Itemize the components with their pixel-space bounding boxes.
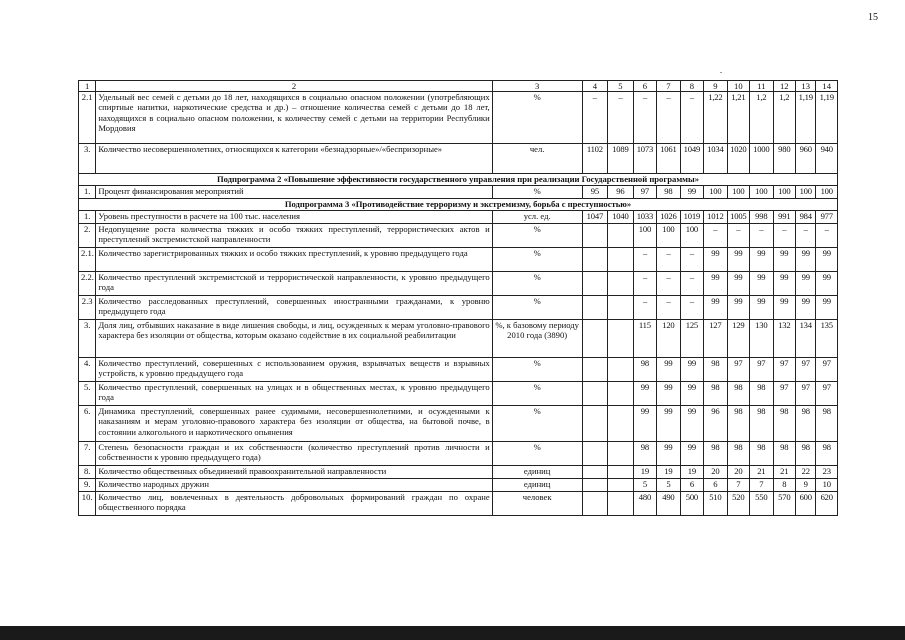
value-cell: 97 [750, 358, 773, 382]
value-cell: 99 [680, 382, 703, 406]
row-number: 1. [79, 211, 96, 224]
unit-cell: % [492, 224, 582, 248]
value-cell: 99 [704, 296, 727, 320]
value-cell: 99 [657, 382, 680, 406]
value-cell: 1073 [633, 144, 656, 174]
indicator-name: Динамика преступлений, совершенных ранее судимыми, несовершеннолетними, и осужденными к наказаниям и мерам уголовно-правового характера без изоляции от общества, на бытовой почве, в состоянии алкогольного и наркотического опьянения [96, 406, 492, 442]
header-cell: 4 [582, 81, 608, 92]
value-cell: 20 [727, 466, 749, 479]
value-cell: 135 [816, 320, 838, 358]
value-cell: 98 [633, 442, 656, 466]
value-cell: 1020 [727, 144, 749, 174]
unit-cell: % [492, 186, 582, 199]
indicator-name: Количество общественных объединений правоохранительной направленности [96, 466, 492, 479]
table-row [79, 272, 838, 296]
value-cell: 97 [773, 382, 795, 406]
value-cell: – [657, 272, 680, 296]
unit-cell: % [492, 272, 582, 296]
value-cell: – [704, 224, 727, 248]
value-cell [582, 479, 608, 492]
value-cell: – [608, 92, 634, 144]
value-cell: 95 [582, 186, 608, 199]
value-cell: 1061 [657, 144, 680, 174]
value-cell: 100 [633, 224, 656, 248]
value-cell: 490 [657, 492, 680, 516]
value-cell: 120 [657, 320, 680, 358]
value-cell: 570 [773, 492, 795, 516]
row-number: 3. [79, 320, 96, 358]
page-number: 15 [868, 12, 878, 23]
indicator-name: Количество несовершеннолетних, относящихся к категории «безнадзорные»/«беспризорные» [96, 144, 492, 174]
value-cell: – [633, 272, 656, 296]
value-cell [608, 358, 634, 382]
value-cell: 100 [680, 224, 703, 248]
value-cell: 1,21 [727, 92, 749, 144]
value-cell: 100 [773, 186, 795, 199]
indicator-name: Количество народных дружин [96, 479, 492, 492]
scan-speck [720, 72, 722, 73]
header-cell: 3 [492, 81, 582, 92]
value-cell: 99 [727, 272, 749, 296]
value-cell: – [680, 248, 703, 272]
value-cell: 10 [816, 479, 838, 492]
value-cell: 1,19 [816, 92, 838, 144]
value-cell: 1034 [704, 144, 727, 174]
value-cell [608, 382, 634, 406]
value-cell: 9 [796, 479, 816, 492]
table-row [79, 382, 838, 406]
table-row [79, 466, 838, 479]
value-cell [582, 224, 608, 248]
value-cell [608, 442, 634, 466]
value-cell: 980 [773, 144, 795, 174]
value-cell [582, 492, 608, 516]
header-cell: 9 [704, 81, 727, 92]
value-cell: 620 [816, 492, 838, 516]
value-cell: 99 [633, 406, 656, 442]
value-cell [608, 492, 634, 516]
value-cell: 500 [680, 492, 703, 516]
value-cell: 129 [727, 320, 749, 358]
unit-cell: % [492, 406, 582, 442]
unit-cell: %, к базовому периоду 2010 года (3890) [492, 320, 582, 358]
row-number: 2.1. [79, 248, 96, 272]
value-cell: 99 [657, 358, 680, 382]
value-cell: 99 [680, 406, 703, 442]
value-cell: 6 [680, 479, 703, 492]
value-cell: 100 [657, 224, 680, 248]
value-cell [608, 320, 634, 358]
subprogram-row [79, 199, 838, 211]
value-cell [582, 320, 608, 358]
row-number: 2.2. [79, 272, 96, 296]
value-cell: – [773, 224, 795, 248]
value-cell [608, 466, 634, 479]
unit-cell: % [492, 382, 582, 406]
value-cell: 98 [816, 406, 838, 442]
value-cell: 97 [816, 358, 838, 382]
value-cell: 99 [816, 296, 838, 320]
table-row [79, 144, 838, 174]
value-cell: 600 [796, 492, 816, 516]
value-cell: 99 [773, 248, 795, 272]
value-cell: – [680, 272, 703, 296]
unit-cell: чел. [492, 144, 582, 174]
value-cell: – [633, 92, 656, 144]
value-cell: 99 [657, 442, 680, 466]
value-cell: 7 [750, 479, 773, 492]
row-number: 10. [79, 492, 96, 516]
indicator-name: Доля лиц, отбывших наказание в виде лишения свободы, и лиц, осужденных к мерам уголовно-правового характера без изоляции от общества, которым оказано содействие в их социальной реабилитации [96, 320, 492, 358]
header-cell: 8 [680, 81, 703, 92]
value-cell: 984 [796, 211, 816, 224]
value-cell: 6 [704, 479, 727, 492]
header-cell: 2 [96, 81, 492, 92]
unit-cell: единиц [492, 466, 582, 479]
unit-cell: % [492, 296, 582, 320]
value-cell: 99 [796, 272, 816, 296]
value-cell: – [816, 224, 838, 248]
value-cell: 1,2 [773, 92, 795, 144]
row-number: 8. [79, 466, 96, 479]
table-row [79, 492, 838, 516]
value-cell: 1012 [704, 211, 727, 224]
table-row [79, 320, 838, 358]
value-cell: 98 [657, 186, 680, 199]
value-cell: 1,22 [704, 92, 727, 144]
unit-cell: % [492, 248, 582, 272]
value-cell [582, 358, 608, 382]
value-cell [582, 466, 608, 479]
value-cell: – [727, 224, 749, 248]
value-cell: 99 [750, 296, 773, 320]
row-number: 4. [79, 358, 96, 382]
value-cell [608, 224, 634, 248]
value-cell: 100 [704, 186, 727, 199]
header-cell: 1 [79, 81, 96, 92]
table-row [79, 406, 838, 442]
value-cell: 98 [750, 382, 773, 406]
value-cell: – [657, 248, 680, 272]
value-cell: 98 [796, 406, 816, 442]
table-row [79, 442, 838, 466]
indicator-name: Уровень преступности в расчете на 100 тыс. населения [96, 211, 492, 224]
header-cell: 14 [816, 81, 838, 92]
row-number: 9. [79, 479, 96, 492]
row-number: 1. [79, 186, 96, 199]
value-cell: 99 [727, 248, 749, 272]
row-number: 6. [79, 406, 96, 442]
value-cell: – [633, 248, 656, 272]
value-cell: 98 [633, 358, 656, 382]
value-cell: 98 [773, 442, 795, 466]
value-cell: 99 [816, 272, 838, 296]
value-cell: 1000 [750, 144, 773, 174]
value-cell: – [750, 224, 773, 248]
value-cell [582, 296, 608, 320]
value-cell [582, 382, 608, 406]
value-cell [608, 296, 634, 320]
value-cell: 19 [680, 466, 703, 479]
value-cell: 96 [704, 406, 727, 442]
table-row [79, 358, 838, 382]
value-cell: 1,2 [750, 92, 773, 144]
indicator-name: Количество расследованных преступлений, совершенных иностранными гражданами, к уровню предыдущего года [96, 296, 492, 320]
indicator-name: Количество зарегистрированных тяжких и особо тяжких преступлений, к уровню предыдущего года [96, 248, 492, 272]
value-cell: 99 [773, 296, 795, 320]
value-cell: 99 [680, 186, 703, 199]
value-cell: 22 [796, 466, 816, 479]
value-cell: – [657, 92, 680, 144]
indicator-name: Недопущение роста количества тяжких и особо тяжких преступлений, террористических актов и преступлений экстремистской направленности [96, 224, 492, 248]
table-row [79, 211, 838, 224]
value-cell: 99 [657, 406, 680, 442]
value-cell: 5 [657, 479, 680, 492]
value-cell [582, 272, 608, 296]
value-cell: – [680, 296, 703, 320]
indicator-name: Степень безопасности граждан и их собственности (количество преступлений против личности и собственности к уровню предыдущего года) [96, 442, 492, 466]
value-cell: 97 [773, 358, 795, 382]
row-number: 2.1 [79, 92, 96, 144]
value-cell: 21 [750, 466, 773, 479]
value-cell: 991 [773, 211, 795, 224]
indicators-table [78, 80, 838, 516]
value-cell [608, 479, 634, 492]
value-cell: 99 [680, 442, 703, 466]
scan-bottom-edge [0, 626, 905, 640]
table-row [79, 248, 838, 272]
value-cell [582, 406, 608, 442]
value-cell: 98 [773, 406, 795, 442]
indicator-name: Количество преступлений, совершенных на улицах и в общественных местах, к уровню предыдущего года [96, 382, 492, 406]
value-cell: 19 [633, 466, 656, 479]
value-cell: 1040 [608, 211, 634, 224]
value-cell: 99 [773, 272, 795, 296]
value-cell: 99 [680, 358, 703, 382]
value-cell: 99 [796, 296, 816, 320]
header-cell: 7 [657, 81, 680, 92]
value-cell: 127 [704, 320, 727, 358]
header-cell: 10 [727, 81, 749, 92]
value-cell: 100 [727, 186, 749, 199]
value-cell: – [633, 296, 656, 320]
value-cell: 97 [796, 382, 816, 406]
value-cell: 998 [750, 211, 773, 224]
header-cell: 5 [608, 81, 634, 92]
value-cell: 98 [704, 442, 727, 466]
value-cell: 19 [657, 466, 680, 479]
header-cell: 12 [773, 81, 795, 92]
table-row [79, 186, 838, 199]
subprogram-title: Подпрограмма 3 «Противодействие терроризму и экстремизму, борьба с преступностью» [79, 199, 838, 211]
value-cell: 98 [704, 358, 727, 382]
table-row [79, 479, 838, 492]
header-cell: 6 [633, 81, 656, 92]
value-cell: 99 [704, 248, 727, 272]
header-cell: 13 [796, 81, 816, 92]
indicator-name: Количество преступлений экстремистской и террористической направленности, к уровню предыдущего года [96, 272, 492, 296]
value-cell: 99 [796, 248, 816, 272]
row-number: 5. [79, 382, 96, 406]
value-cell: 23 [816, 466, 838, 479]
unit-cell: усл. ед. [492, 211, 582, 224]
value-cell: 98 [750, 406, 773, 442]
value-cell: 115 [633, 320, 656, 358]
value-cell: 97 [633, 186, 656, 199]
value-cell: 7 [727, 479, 749, 492]
indicator-name: Удельный вес семей с детьми до 18 лет, находящихся в социально опасном положении (употребляющих спиртные напитки, наркотические средства и др.) – отношение количества семей с детьми до 18 лет, находящихся в социально опасном положении, к количеству семей с детьми на территории Республики Мордовия [96, 92, 492, 144]
value-cell: 1033 [633, 211, 656, 224]
value-cell: – [796, 224, 816, 248]
value-cell [608, 248, 634, 272]
value-cell: – [657, 296, 680, 320]
value-cell: 960 [796, 144, 816, 174]
unit-cell: человек [492, 492, 582, 516]
row-number: 7. [79, 442, 96, 466]
value-cell: 100 [796, 186, 816, 199]
header-cell: 11 [750, 81, 773, 92]
row-number: 2. [79, 224, 96, 248]
value-cell: 96 [608, 186, 634, 199]
indicator-name: Процент финансирования мероприятий [96, 186, 492, 199]
value-cell: 98 [704, 382, 727, 406]
value-cell [608, 406, 634, 442]
value-cell: 99 [727, 296, 749, 320]
value-cell: 100 [816, 186, 838, 199]
value-cell: 520 [727, 492, 749, 516]
unit-cell: % [492, 92, 582, 144]
value-cell: 977 [816, 211, 838, 224]
value-cell: 5 [633, 479, 656, 492]
unit-cell: % [492, 358, 582, 382]
value-cell: 98 [727, 406, 749, 442]
value-cell: 550 [750, 492, 773, 516]
value-cell: 20 [704, 466, 727, 479]
value-cell: – [582, 92, 608, 144]
value-cell: 97 [816, 382, 838, 406]
value-cell: 1102 [582, 144, 608, 174]
value-cell: 98 [750, 442, 773, 466]
value-cell [608, 272, 634, 296]
value-cell: 99 [704, 272, 727, 296]
value-cell: – [680, 92, 703, 144]
value-cell: 130 [750, 320, 773, 358]
value-cell: 940 [816, 144, 838, 174]
value-cell: 99 [750, 272, 773, 296]
value-cell: 1047 [582, 211, 608, 224]
value-cell: 1019 [680, 211, 703, 224]
value-cell: 98 [727, 442, 749, 466]
unit-cell: % [492, 442, 582, 466]
table-header-row [79, 81, 838, 92]
value-cell: 99 [750, 248, 773, 272]
value-cell: 98 [727, 382, 749, 406]
value-cell [582, 248, 608, 272]
row-number: 3. [79, 144, 96, 174]
table-row [79, 92, 838, 144]
value-cell: 1089 [608, 144, 634, 174]
value-cell: 8 [773, 479, 795, 492]
table-row [79, 224, 838, 248]
table-row [79, 296, 838, 320]
value-cell: 510 [704, 492, 727, 516]
value-cell: 125 [680, 320, 703, 358]
value-cell: 134 [796, 320, 816, 358]
value-cell: 1,19 [796, 92, 816, 144]
value-cell: 99 [816, 248, 838, 272]
subprogram-title: Подпрограмма 2 «Повышение эффективности государственного управления при реализации Государственной программы» [79, 174, 838, 186]
value-cell: 97 [727, 358, 749, 382]
value-cell: 98 [816, 442, 838, 466]
value-cell: 100 [750, 186, 773, 199]
value-cell: 132 [773, 320, 795, 358]
value-cell: 1026 [657, 211, 680, 224]
unit-cell: единиц [492, 479, 582, 492]
value-cell [582, 442, 608, 466]
indicator-name: Количество лиц, вовлеченных в деятельность добровольных формирований граждан по охране общественного порядка [96, 492, 492, 516]
subprogram-row [79, 174, 838, 186]
value-cell: 1049 [680, 144, 703, 174]
value-cell: 99 [633, 382, 656, 406]
value-cell: 1005 [727, 211, 749, 224]
value-cell: 98 [796, 442, 816, 466]
value-cell: 480 [633, 492, 656, 516]
row-number: 2.3 [79, 296, 96, 320]
indicator-name: Количество преступлений, совершенных с использованием оружия, взрывчатых веществ и взрывных устройств, к уровню предыдущего года [96, 358, 492, 382]
value-cell: 21 [773, 466, 795, 479]
value-cell: 97 [796, 358, 816, 382]
